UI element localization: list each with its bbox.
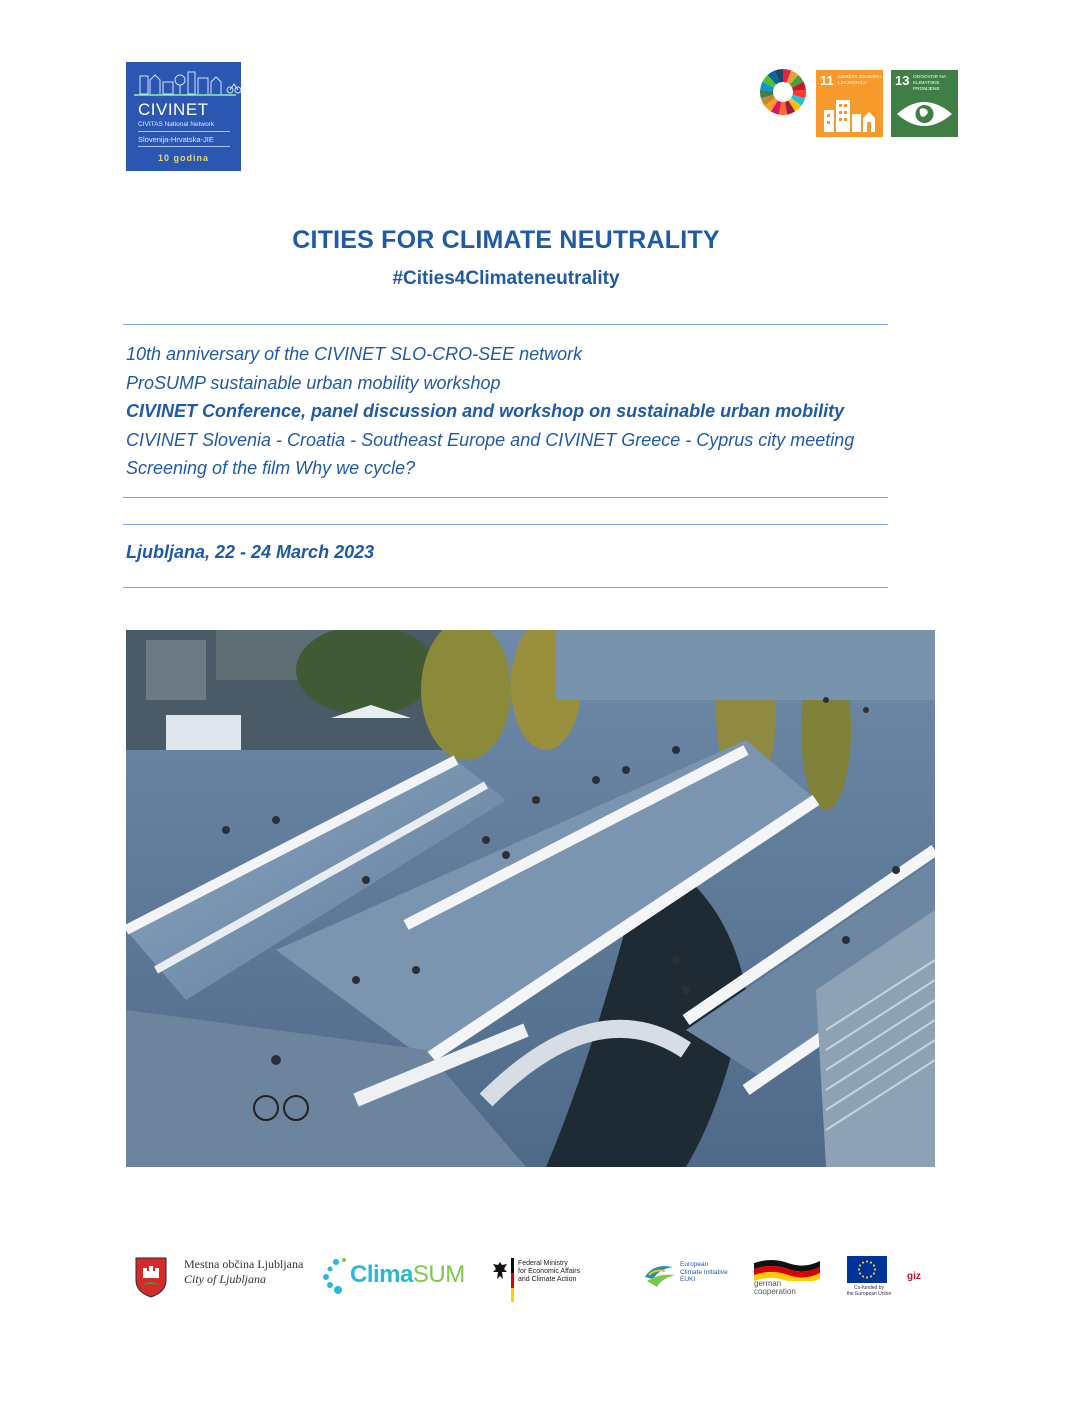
eu-star [870, 1275, 872, 1277]
eu-cofunded-logo [845, 1256, 893, 1298]
eu-star [874, 1268, 876, 1270]
civinet-logo-anniversary: 10 godina [157, 153, 209, 163]
eu-star [862, 1275, 864, 1277]
city-buildings-icon [816, 94, 883, 137]
federal-ministry-line2: for Economic Affairs [518, 1268, 581, 1275]
triple-bridge-photo [126, 630, 935, 1167]
ljubljana-logo-line2: City of Ljubljana [184, 1272, 267, 1286]
eu-flag-icon [847, 1256, 887, 1283]
sdg-goal-label: ODGOVOR NA KLIMATSKE PROMJENE [913, 75, 946, 92]
sdg-goal-number: 11 [820, 73, 834, 88]
civinet-logo-divider [138, 146, 230, 147]
event-list [126, 340, 926, 483]
civinet-logo-name: CIVINET [138, 100, 209, 119]
city-skyline-icon [126, 62, 241, 100]
eu-star [859, 1272, 861, 1274]
climasum-sum: SUM [412, 1261, 465, 1288]
event-item: Screening of the film Why we cycle? [126, 458, 416, 479]
divider [123, 587, 888, 588]
event-item: 10th anniversary of the CIVINET SLO-CRO-SEE network [126, 344, 583, 364]
civinet-logo-subtitle: CIVITAS National Network [138, 121, 215, 128]
german-flag-stripe [511, 1258, 514, 1302]
german-cooperation-line1: german [754, 1279, 782, 1288]
federal-ministry-line3: and Climate Action [518, 1276, 577, 1283]
city-of-ljubljana-logo [134, 1256, 314, 1300]
euki-line2: Climate Initiative [680, 1268, 728, 1276]
hashtag: #Cities4Climateneutrality [392, 268, 620, 289]
euki-text [680, 1261, 728, 1284]
eu-cofunded-text [845, 1285, 893, 1297]
federal-ministry-text [518, 1260, 580, 1284]
civinet-logo-divider [138, 131, 230, 132]
federal-ministry-logo [492, 1258, 592, 1304]
eu-star [859, 1264, 861, 1266]
giz-wordmark: giz [907, 1271, 921, 1282]
eu-cofunded-line2: the European Union [846, 1291, 892, 1297]
eu-star [870, 1261, 872, 1263]
euki-logo [643, 1259, 743, 1299]
federal-ministry-line1: Federal Ministry [518, 1260, 568, 1267]
eu-star [866, 1276, 868, 1278]
civinet-logo-region: Slovenija-Hrvatska-JIE [138, 135, 214, 144]
german-cooperation-line2: cooperation [754, 1287, 796, 1296]
eu-cofunded-line1: Co-funded by [853, 1285, 885, 1291]
sdg-goal-number: 13 [895, 73, 910, 88]
event-item: ProSUMP sustainable urban mobility workshop [126, 372, 501, 393]
climasum-clima: Clima [350, 1261, 413, 1288]
eu-star [858, 1268, 860, 1270]
climasum-wordmark [350, 1261, 465, 1289]
civinet-logo [126, 62, 241, 171]
eu-star [862, 1261, 864, 1263]
divider [123, 524, 888, 525]
eu-star [873, 1264, 875, 1266]
sdg-goal-label: ODRŽIVI GRADOVI I ZAJEDNICE [838, 75, 881, 86]
sdg-wheel-icon [759, 68, 807, 116]
photo-illustration [126, 630, 935, 1167]
giz-logo [905, 1268, 955, 1292]
euki-swirl-icon [643, 1259, 677, 1289]
divider [123, 324, 888, 325]
event-date-location: Ljubljana, 22 - 24 March 2023 [126, 542, 375, 562]
event-item: CIVINET Slovenia - Croatia - Southeast Europe and CIVINET Greece - Cyprus city meeting [126, 429, 855, 450]
event-item: CIVINET Conference, panel discussion and workshop on sustainable urban mobility [126, 401, 845, 422]
euki-line1: European [680, 1261, 709, 1268]
divider [123, 497, 888, 498]
eye-earth-icon [891, 94, 958, 137]
climasum-logo [322, 1256, 472, 1300]
german-eagle-icon [492, 1260, 508, 1282]
ljubljana-crest-icon [134, 1256, 168, 1298]
german-flag-wave-icon [752, 1257, 822, 1281]
sdg-goal-13-tile [891, 70, 958, 137]
euki-line3: EUKI [680, 1276, 696, 1283]
eu-star [873, 1272, 875, 1274]
eu-star [866, 1260, 868, 1262]
page-title: CITIES FOR CLIMATE NEUTRALITY [292, 226, 720, 254]
ljubljana-logo-line1: Mestna občina Ljubljana [184, 1257, 304, 1271]
sdg-goal-11-tile [816, 70, 883, 137]
german-cooperation-logo [752, 1257, 824, 1299]
